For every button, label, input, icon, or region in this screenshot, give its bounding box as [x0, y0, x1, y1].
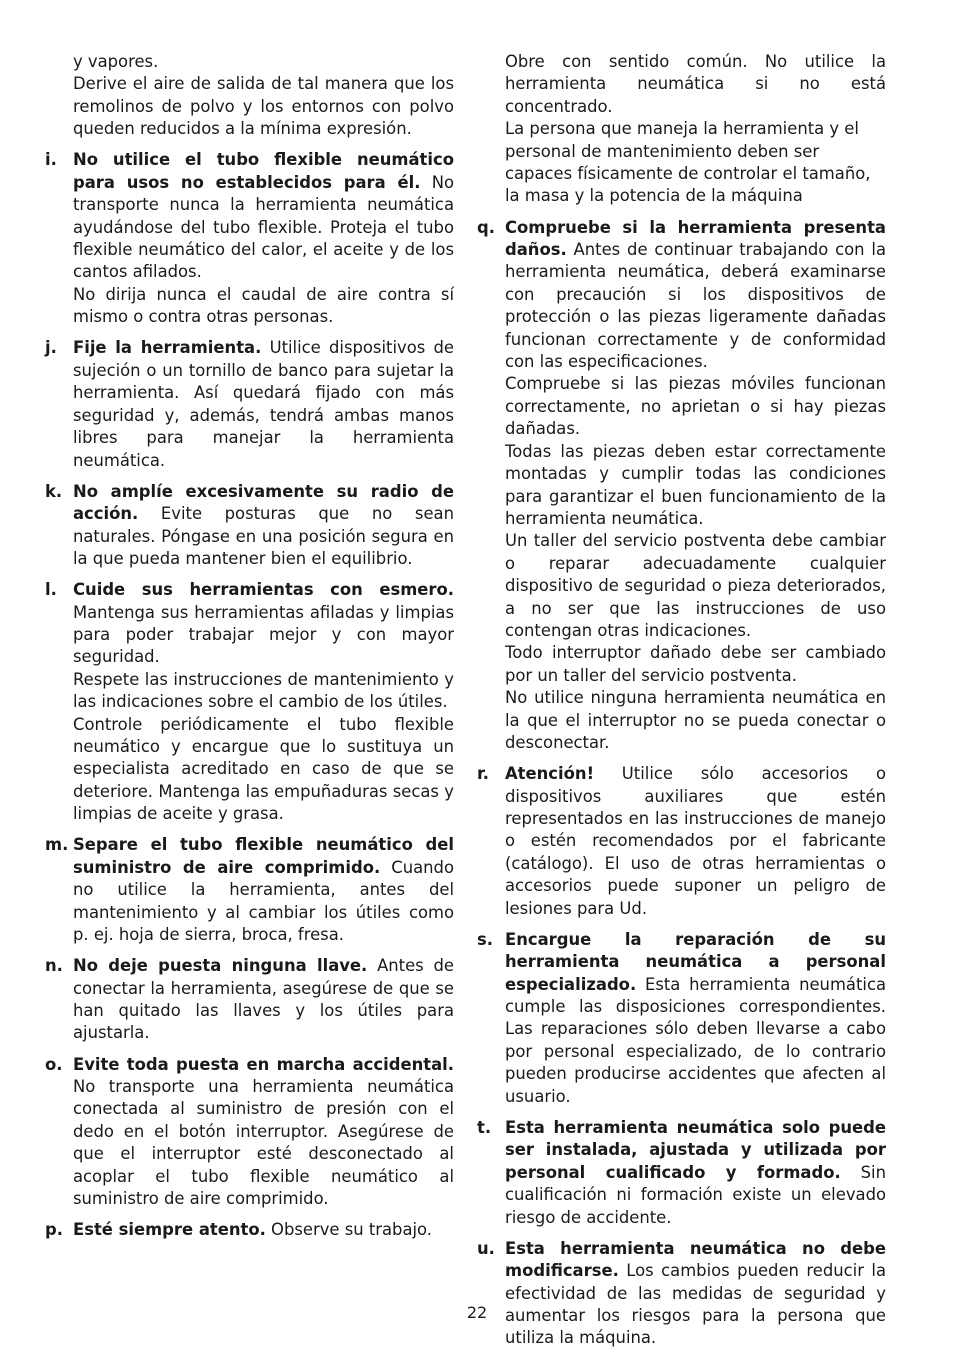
item-text: Antes de continuar trabajando con la herramienta neumática, deberá examinarse con precaución si los dispositivos de protección o las piezas ligeramente dañadas funcionan correctamente y de conformidad con las especificaciones. — [505, 240, 886, 372]
item-heading: Esta herramienta neumática solo puede ser instalada, ajustada y utilizada por personal cualificado y formado. — [505, 1117, 886, 1182]
item-letter: l. — [45, 580, 57, 600]
item-paragraph: Todo interruptor dañado debe ser cambiado por un taller del servicio postventa. — [505, 643, 886, 685]
item-heading: Cuide sus herramientas con esmero. — [73, 580, 454, 600]
item-letter: r. — [477, 764, 489, 784]
item-letter: q. — [477, 217, 495, 237]
item-heading: Separe el tubo flexible neumático del suministro de aire comprimido. — [73, 835, 454, 877]
item-letter: p. — [45, 1220, 63, 1240]
item-letter: t. — [477, 1117, 492, 1137]
item-text: Observe su trabajo. — [265, 1220, 432, 1240]
item-body — [73, 834, 454, 946]
item-letter: j. — [45, 338, 57, 358]
item-heading: Compruebe si la herramienta presenta daños. — [505, 217, 886, 260]
item-body — [73, 337, 454, 471]
item-body — [73, 1054, 454, 1211]
item-heading: No deje puesta ninguna llave. — [73, 956, 368, 976]
item-letter: k. — [45, 481, 63, 501]
list-item-t — [477, 1117, 886, 1229]
continuation-paragraph: La persona que maneja la herramienta y el personal de mantenimiento deben ser capaces físicamente de controlar el tamaño, la masa y la potencia de la máquina — [505, 119, 871, 206]
continuation-paragraph: Derive el aire de salida de tal manera que los remolinos de polvo y los entornos con polvo queden reducidos a la mínima expresión. — [73, 74, 454, 139]
item-text: Sin cualificación ni formación existe un elevado riesgo de accidente. — [505, 1162, 886, 1227]
item-body — [505, 1117, 886, 1229]
list-item-r — [477, 763, 886, 920]
item-text: Los cambios pueden reducir la efectividad de las medidas de seguridad y aumentar los riesgos para la persona que utiliza la máquina. — [505, 1261, 886, 1348]
item-letter: s. — [477, 929, 493, 949]
item-letter: u. — [477, 1238, 495, 1258]
list-item-o — [45, 1054, 454, 1211]
right-column — [477, 51, 886, 1359]
item-body — [73, 1219, 454, 1241]
item-body — [73, 149, 454, 283]
list-item-s — [477, 929, 886, 1108]
list-item-j — [45, 337, 454, 471]
item-heading: Evite toda puesta en marcha accidental. — [73, 1054, 454, 1074]
item-text: Mantenga sus herramientas afiladas y limpias para poder trabajar mejor y con mayor seguridad. — [73, 602, 454, 667]
item-paragraph: Compruebe si las piezas móviles funcionan correctamente, no aprietan o si hay piezas dañadas. — [505, 374, 886, 439]
item-letter: n. — [45, 956, 63, 976]
continuation-paragraph: y vapores. — [73, 52, 159, 71]
list-item-l — [45, 579, 454, 825]
item-heading: Encargue la reparación de su herramienta neumática a personal especializado. — [505, 929, 886, 994]
left-column — [45, 51, 454, 1250]
item-heading: No amplíe excesivamente su radio de acción. — [73, 481, 454, 524]
list-item-n — [45, 955, 454, 1045]
item-body — [73, 481, 454, 571]
left-continuation — [45, 51, 454, 141]
item-text: Cuando no utilice la herramienta, antes del mantenimiento y al cambiar los útiles como p. ej. hoja de sierra, broca, fresa. — [73, 857, 454, 945]
item-letter: i. — [45, 150, 57, 170]
item-text: Antes de conectar la herramienta, asegúrese de que se han quitado las llaves y los útiles para ajustarla. — [73, 956, 454, 1043]
item-heading: No utilice el tubo flexible neumático para usos no establecidos para él. — [73, 150, 454, 192]
item-heading: Fije la herramienta. — [73, 338, 262, 358]
item-heading: Esté siempre atento. — [73, 1220, 266, 1240]
item-body — [505, 1238, 886, 1350]
item-body — [73, 955, 454, 1045]
list-item-i — [45, 149, 454, 328]
list-item-q — [477, 217, 886, 755]
item-paragraph: No dirija nunca el caudal de aire contra sí mismo o contra otras personas. — [73, 284, 454, 327]
item-paragraph: Todas las piezas deben estar correctamente montadas y cumplir todas las condiciones para garantizar el buen funcionamiento de la herramienta neumática. — [505, 441, 886, 528]
right-continuation — [477, 51, 886, 208]
item-body — [505, 929, 886, 1108]
continuation-paragraph: Obre con sentido común. No utilice la herramienta neumática si no está concentrado. — [505, 52, 886, 116]
list-item-m — [45, 834, 454, 946]
page-number: 22 — [466, 1303, 488, 1322]
item-paragraph: No utilice ninguna herramienta neumática en la que el interruptor no se pueda conectar o desconectar. — [505, 688, 886, 752]
item-body — [505, 217, 886, 374]
item-text: Esta herramienta neumática cumple las disposiciones correspondientes. Las reparaciones sólo deben llevarse a cabo por personal especializado, de lo contrario pueden producirse accidentes que afecten al usuario. — [505, 974, 886, 1106]
item-text: Utilice sólo accesorios o dispositivos auxiliares que estén representados en las instrucciones de manejo o estén recomendados por el fabricante (catálogo). El uso de otras herramientas o accesorios puede suponer un peligro de lesiones para Ud. — [505, 764, 886, 918]
item-body — [73, 579, 454, 669]
item-text: Utilice dispositivos de sujeción o un tornillo de banco para sujetar la herramienta. Así quedará fijado con más seguridad y, además, tendrá ambas manos libres para manejar la herramienta neumática. — [73, 338, 454, 470]
item-text: Evite posturas que no sean naturales. Póngase en una posición segura en la que pueda mantener bien el equilibrio. — [73, 504, 454, 568]
item-heading: Esta herramienta neumática no debe modificarse. — [505, 1238, 886, 1281]
item-text: No transporte una herramienta neumática conectada al suministro de presión con el dedo en el botón interruptor. Asegúrese de que el interruptor esté desconectado al acoplar el tubo flexible neumático al suministro de aire comprimido. — [73, 1077, 454, 1209]
item-letter: o. — [45, 1054, 63, 1074]
list-item-p — [45, 1219, 454, 1241]
item-text: No transporte nunca la herramienta neumática ayudándose del tubo flexible. Proteja el tubo flexible neumático del calor, el aceite y de los cantos afilados. — [73, 172, 454, 282]
list-item-u — [477, 1238, 886, 1350]
item-paragraph: Un taller del servicio postventa debe cambiar o reparar adecuadamente cualquier dispositivo de seguridad o pieza deteriorados, a no ser que las instrucciones de uso contengan otras indicaciones. — [505, 531, 886, 640]
item-paragraph: Respete las instrucciones de mantenimiento y las indicaciones sobre el cambio de los útiles. — [73, 669, 454, 712]
item-heading: Atención! — [505, 764, 595, 784]
list-item-k — [45, 481, 454, 571]
item-body — [505, 763, 886, 920]
item-paragraph: Controle periódicamente el tubo flexible neumático y encargue que lo sustituya un especialista acreditado en caso de que se deteriore. Mantenga las empuñaduras secas y limpias de aceite y grasa. — [73, 714, 454, 824]
item-letter: m. — [45, 835, 69, 855]
